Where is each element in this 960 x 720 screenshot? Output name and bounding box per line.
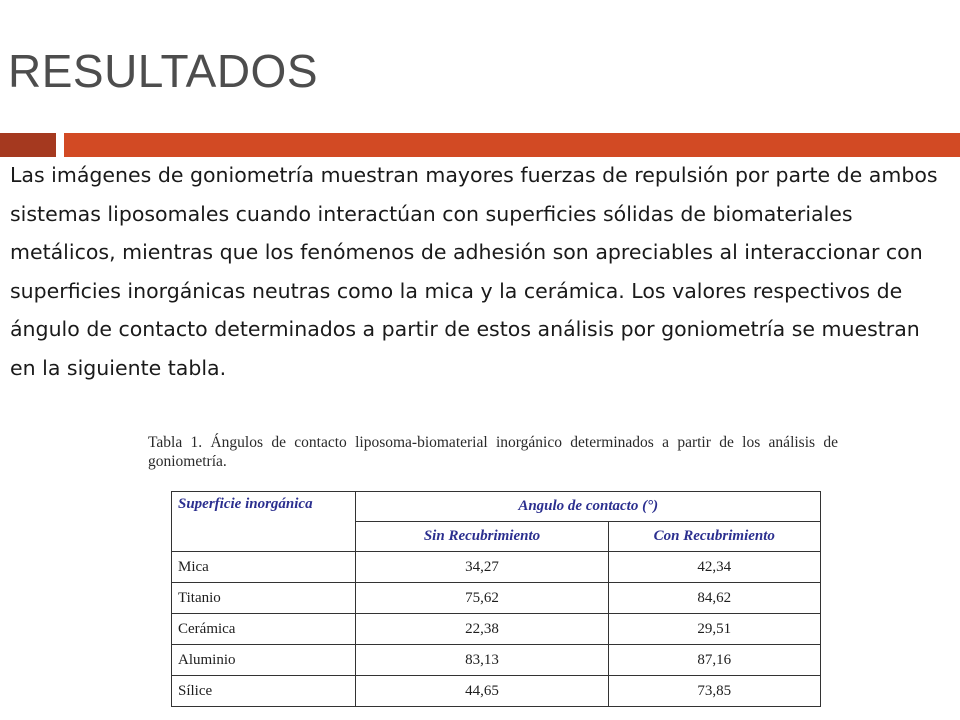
table-row (172, 645, 821, 676)
row-sin-value: 44,65 (356, 676, 608, 707)
header-sin-recubrimiento: Sin Recubrimiento (356, 522, 608, 552)
row-con-value: 29,51 (608, 614, 820, 645)
table-row (172, 552, 821, 583)
row-sin-value: 22,38 (356, 614, 608, 645)
table-caption: Tabla 1. Ángulos de contacto liposoma-biomaterial inorgánico determinados a partir de los análisis de goniometría. (148, 434, 838, 470)
row-surface: Aluminio (172, 645, 356, 676)
row-surface: Titanio (172, 583, 356, 614)
row-surface: Sílice (172, 676, 356, 707)
row-con-value: 84,62 (608, 583, 820, 614)
header-contact-angle: Angulo de contacto (°) (356, 492, 821, 522)
row-surface: Mica (172, 552, 356, 583)
row-sin-value: 75,62 (356, 583, 608, 614)
table-row (172, 614, 821, 645)
slide-title: RESULTADOS (8, 45, 319, 97)
row-con-value: 42,34 (608, 552, 820, 583)
header-con-recubrimiento: Con Recubrimiento (608, 522, 820, 552)
row-sin-value: 34,27 (356, 552, 608, 583)
body-paragraph: Las imágenes de goniometría muestran mayores fuerzas de repulsión por parte de ambos sistemas liposomales cuando interactúan con superficies sólidas de biomateriales metálicos, mientras que los fenómenos de adhesión son apreciables al interaccionar con superficies inorgánicas neutras como la mica y la cerámica. Los valores respectivos de ángulo de contacto determinados a partir de estos análisis por goniometría se muestran en la siguiente tabla. (10, 163, 938, 380)
header-surface: Superficie inorgánica (172, 492, 356, 552)
row-surface: Cerámica (172, 614, 356, 645)
row-sin-value: 83,13 (356, 645, 608, 676)
contact-angle-table (171, 491, 821, 707)
row-con-value: 73,85 (608, 676, 820, 707)
table-header-row (172, 492, 821, 522)
row-con-value: 87,16 (608, 645, 820, 676)
table-row (172, 583, 821, 614)
table-row (172, 676, 821, 707)
accent-bar-light (64, 133, 960, 157)
accent-bar-dark (0, 133, 56, 157)
